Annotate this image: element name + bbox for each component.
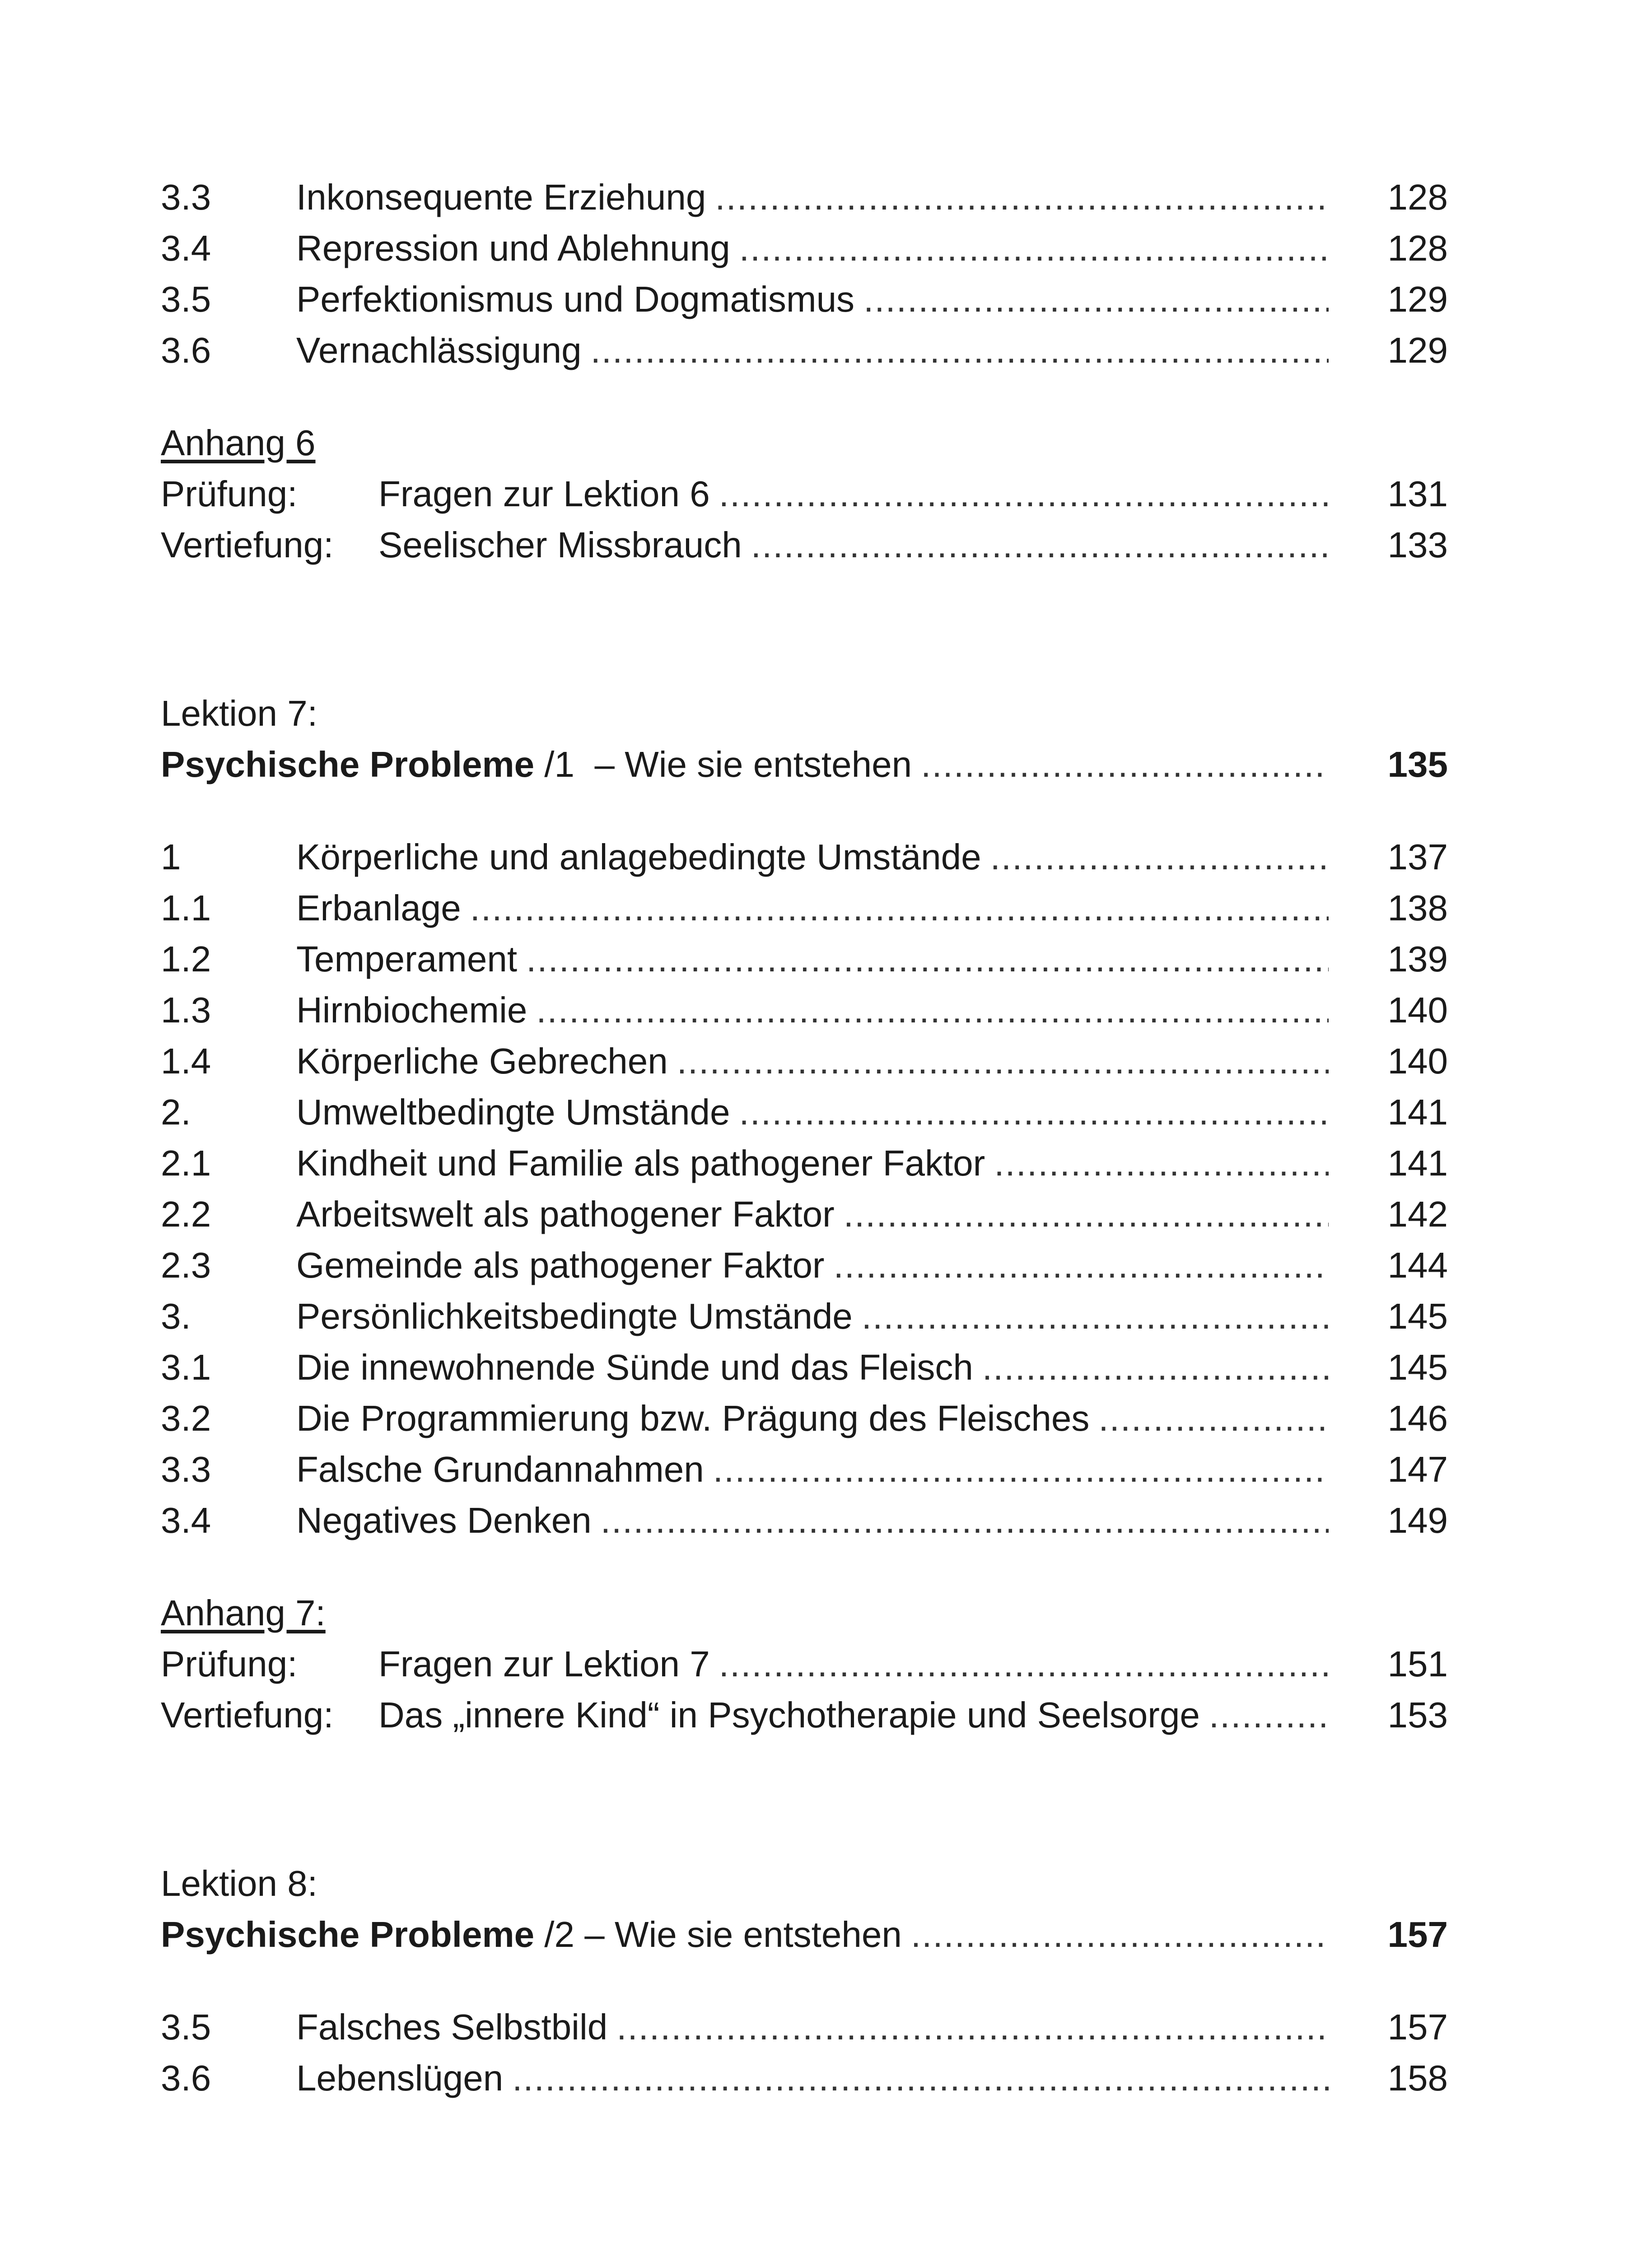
toc-group-b — [161, 831, 1448, 1546]
entry-page: 142 — [1387, 1194, 1448, 1234]
dot-leader — [863, 274, 1329, 325]
toc-entry — [161, 1689, 1448, 1740]
entry-number: 1.2 — [161, 939, 211, 979]
table-of-contents — [161, 172, 1448, 2104]
toc-entry — [161, 468, 1448, 519]
entry-title: Die Programmierung bzw. Prägung des Fleisches — [296, 1398, 1090, 1438]
entry-title: Seelischer Missbrauch — [378, 525, 742, 565]
entry-number: 2.1 — [161, 1143, 211, 1183]
entry-number: 1.4 — [161, 1041, 211, 1081]
entry-page: 129 — [1387, 330, 1448, 370]
toc-entry — [161, 1240, 1448, 1291]
dot-leader — [677, 1036, 1329, 1087]
dot-leader — [751, 519, 1329, 570]
entry-number: 3.1 — [161, 1347, 211, 1387]
entry-number: 3.4 — [161, 228, 211, 268]
lektion-title-row — [161, 739, 1448, 790]
lektion-title-bold: Psychische Probleme — [161, 1914, 535, 1955]
entry-title: Umweltbedingte Umstände — [296, 1092, 730, 1132]
dot-leader — [719, 468, 1329, 519]
dot-leader — [715, 172, 1329, 223]
entry-title: Vernachlässigung — [296, 330, 582, 370]
toc-entry — [161, 1138, 1448, 1189]
toc-entry — [161, 831, 1448, 882]
lektion-8 — [161, 1858, 1448, 1960]
entry-title: Lebenslügen — [296, 2058, 504, 2098]
entry-page: 133 — [1387, 525, 1448, 565]
entry-number: 2. — [161, 1092, 191, 1132]
entry-number: 3.5 — [161, 2007, 211, 2047]
dot-leader — [526, 933, 1329, 984]
entry-page: 137 — [1387, 837, 1448, 877]
dot-leader — [911, 1909, 1329, 1960]
lektion-page: 157 — [1387, 1914, 1448, 1955]
entry-title: Persönlichkeitsbedingte Umstände — [296, 1296, 853, 1336]
entry-title: Gemeinde als pathogener Faktor — [296, 1245, 825, 1285]
entry-title: Temperament — [296, 939, 518, 979]
entry-page: 145 — [1387, 1347, 1448, 1387]
toc-entry — [161, 882, 1448, 933]
entry-title: Arbeitswelt als pathogener Faktor — [296, 1194, 835, 1234]
toc-entry — [161, 1638, 1448, 1689]
entry-title: Das „innere Kind“ in Psychotherapie und Seelsorge — [378, 1695, 1200, 1735]
anhang-6 — [161, 417, 1448, 570]
dot-leader — [616, 2001, 1329, 2053]
toc-entry — [161, 1291, 1448, 1342]
entry-title: Die innewohnende Sünde und das Fleisch — [296, 1347, 973, 1387]
entry-page: 149 — [1387, 1500, 1448, 1540]
entry-title: Erbanlage — [296, 888, 461, 928]
entry-number: 3.2 — [161, 1398, 211, 1438]
entry-number: 3. — [161, 1296, 191, 1336]
dot-leader — [844, 1189, 1329, 1240]
dot-leader — [536, 984, 1329, 1036]
toc-entry — [161, 172, 1448, 223]
entry-number: 3.6 — [161, 2058, 211, 2098]
dot-leader — [994, 1138, 1329, 1189]
anhang-heading — [161, 1587, 1448, 1638]
entry-title: Hirnbiochemie — [296, 990, 527, 1030]
toc-entry — [161, 2053, 1448, 2104]
entry-number: 1.1 — [161, 888, 211, 928]
entry-page: 128 — [1387, 177, 1448, 217]
anhang-heading — [161, 417, 1448, 468]
entry-title: Körperliche Gebrechen — [296, 1041, 668, 1081]
anhang-7 — [161, 1587, 1448, 1740]
entry-page: 146 — [1387, 1398, 1448, 1438]
entry-title: Fragen zur Lektion 6 — [378, 474, 710, 514]
lektion-title-bold: Psychische Probleme — [161, 744, 535, 784]
toc-entry — [161, 325, 1448, 376]
entry-page: 138 — [1387, 888, 1448, 928]
entry-label: Vertiefung: — [161, 525, 334, 565]
toc-entry — [161, 519, 1448, 570]
toc-entry — [161, 2001, 1448, 2053]
dot-leader — [601, 1495, 1329, 1546]
toc-entry — [161, 1444, 1448, 1495]
lektion-label-row — [161, 1858, 1448, 1909]
entry-number: 2.3 — [161, 1245, 211, 1285]
lektion-title-rest: /2 – Wie sie entstehen — [534, 1914, 902, 1955]
dot-leader — [834, 1240, 1329, 1291]
entry-page: 129 — [1387, 279, 1448, 319]
dot-leader — [1098, 1393, 1329, 1444]
entry-number: 3.5 — [161, 279, 211, 319]
lektion-label: Lektion 7: — [161, 693, 317, 733]
lektion-title-row — [161, 1909, 1448, 1960]
lektion-title-rest: /1 – Wie sie entstehen — [534, 744, 912, 784]
toc-entry — [161, 984, 1448, 1036]
entry-title: Repression und Ablehnung — [296, 228, 730, 268]
toc-entry — [161, 1189, 1448, 1240]
anhang-title: Anhang 6 — [161, 423, 316, 463]
toc-entry — [161, 1342, 1448, 1393]
entry-number: 3.3 — [161, 177, 211, 217]
lektion-label-row — [161, 688, 1448, 739]
entry-page: 145 — [1387, 1296, 1448, 1336]
entry-label: Prüfung: — [161, 1644, 298, 1684]
dot-leader — [990, 831, 1329, 882]
toc-group-a — [161, 172, 1448, 376]
entry-page: 141 — [1387, 1143, 1448, 1183]
entry-page: 139 — [1387, 939, 1448, 979]
entry-number: 3.4 — [161, 1500, 211, 1540]
dot-leader — [862, 1291, 1329, 1342]
dot-leader — [1209, 1689, 1329, 1740]
toc-entry — [161, 933, 1448, 984]
toc-group-c — [161, 2001, 1448, 2104]
entry-page: 128 — [1387, 228, 1448, 268]
entry-page: 147 — [1387, 1449, 1448, 1489]
entry-title: Kindheit und Familie als pathogener Faktor — [296, 1143, 985, 1183]
toc-entry — [161, 223, 1448, 274]
dot-leader — [921, 739, 1329, 790]
entry-page: 144 — [1387, 1245, 1448, 1285]
dot-leader — [713, 1444, 1329, 1495]
dot-leader — [982, 1342, 1329, 1393]
entry-number: 2.2 — [161, 1194, 211, 1234]
lektion-7 — [161, 688, 1448, 790]
toc-entry — [161, 1036, 1448, 1087]
dot-leader — [719, 1638, 1329, 1689]
entry-title: Negatives Denken — [296, 1500, 592, 1540]
dot-leader — [739, 1087, 1329, 1138]
entry-title: Falsches Selbstbild — [296, 2007, 608, 2047]
entry-label: Prüfung: — [161, 474, 298, 514]
entry-title: Falsche Grundannahmen — [296, 1449, 704, 1489]
entry-title: Perfektionismus und Dogmatismus — [296, 279, 855, 319]
entry-number: 1.3 — [161, 990, 211, 1030]
entry-number: 1 — [161, 837, 181, 877]
entry-number: 3.3 — [161, 1449, 211, 1489]
entry-page: 140 — [1387, 990, 1448, 1030]
toc-entry — [161, 1393, 1448, 1444]
lektion-page: 135 — [1387, 744, 1448, 784]
entry-number: 3.6 — [161, 330, 211, 370]
toc-entry — [161, 274, 1448, 325]
lektion-label: Lektion 8: — [161, 1863, 317, 1903]
entry-page: 140 — [1387, 1041, 1448, 1081]
entry-page: 151 — [1387, 1644, 1448, 1684]
entry-page: 153 — [1387, 1695, 1448, 1735]
dot-leader — [512, 2053, 1329, 2104]
entry-page: 157 — [1387, 2007, 1448, 2047]
entry-title: Körperliche und anlagebedingte Umstände — [296, 837, 981, 877]
dot-leader — [591, 325, 1329, 376]
dot-leader — [470, 882, 1329, 933]
entry-page: 158 — [1387, 2058, 1448, 2098]
entry-page: 131 — [1387, 474, 1448, 514]
entry-page: 141 — [1387, 1092, 1448, 1132]
toc-entry — [161, 1087, 1448, 1138]
entry-title: Fragen zur Lektion 7 — [378, 1644, 710, 1684]
anhang-title: Anhang 7: — [161, 1593, 326, 1633]
toc-entry — [161, 1495, 1448, 1546]
entry-title: Inkonsequente Erziehung — [296, 177, 706, 217]
dot-leader — [739, 223, 1329, 274]
entry-label: Vertiefung: — [161, 1695, 334, 1735]
